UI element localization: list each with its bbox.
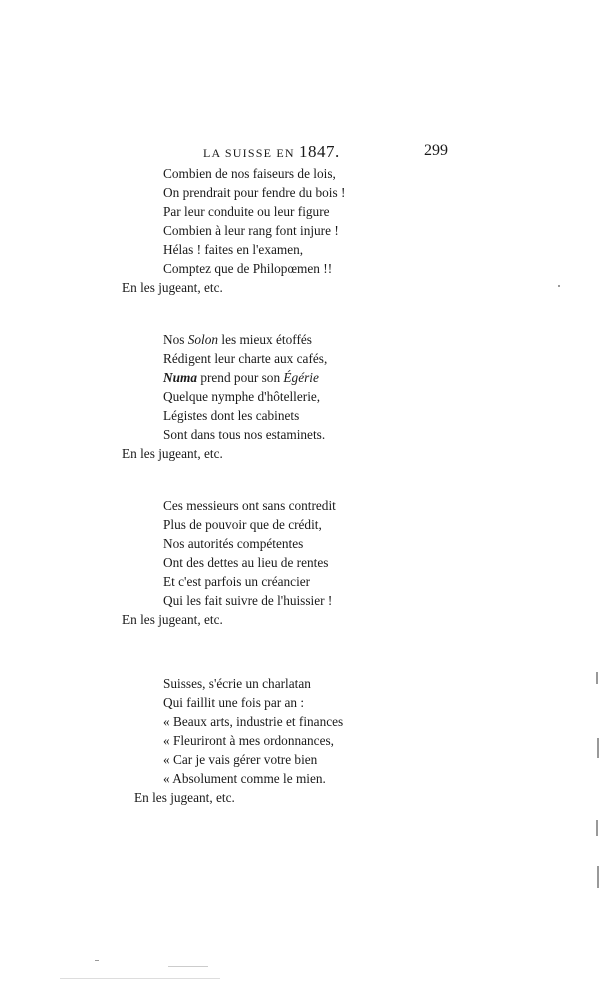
- verse-line: Ces messieurs ont sans contredit: [163, 498, 336, 513]
- verse-text: Nos: [163, 332, 188, 347]
- verse-line: [163, 369, 319, 387]
- scan-mark: [95, 960, 99, 961]
- refrain-line: En les jugeant, etc.: [122, 446, 223, 461]
- verse-line: Par leur conduite ou leur figure: [163, 204, 330, 219]
- running-header: [0, 140, 600, 162]
- verse-text: les mieux étoffés: [218, 332, 312, 347]
- scan-mark: [60, 978, 220, 979]
- verse-line: Combien à leur rang font injure !: [163, 223, 339, 238]
- verse-line: Sont dans tous nos estaminets.: [163, 427, 326, 442]
- refrain-line: En les jugeant, etc.: [134, 790, 235, 805]
- verse-line: On prendrait pour fendre du bois !: [163, 185, 346, 200]
- verse-line: Rédigent leur charte aux cafés,: [163, 351, 328, 366]
- scan-mark: [596, 672, 598, 684]
- scan-mark: [558, 285, 560, 287]
- scan-mark: [596, 820, 598, 836]
- running-title: [203, 142, 340, 162]
- verse-line: Plus de pouvoir que de crédit,: [163, 517, 322, 532]
- verse-line: « Car je vais gérer votre bien: [163, 752, 318, 767]
- verse-line: Qui les fait suivre de l'huissier !: [163, 593, 333, 608]
- verse-line: Suisses, s'écrie un charlatan: [163, 676, 311, 691]
- verse-line: Hélas ! faites en l'examen,: [163, 242, 304, 257]
- scan-mark: [597, 738, 599, 758]
- verse-line: Ont des dettes au lieu de rentes: [163, 555, 329, 570]
- page-number: 299: [424, 142, 448, 159]
- running-title-text: LA SUISSE EN: [203, 146, 295, 160]
- refrain-line: En les jugeant, etc.: [122, 612, 223, 627]
- italic-name: Numa: [163, 370, 197, 385]
- verse-line: « Fleuriront à mes ordonnances,: [163, 733, 334, 748]
- verse-line: Qui faillit une fois par an :: [163, 695, 305, 710]
- verse-line: Combien de nos faiseurs de lois,: [163, 166, 336, 181]
- verse-line: Comptez que de Philopœmen !!: [163, 261, 333, 276]
- verse-line: [163, 331, 312, 349]
- italic-name: Égérie: [283, 370, 319, 385]
- verse-line: « Absolument comme le mien.: [163, 771, 326, 786]
- verse-line: « Beaux arts, industrie et finances: [163, 714, 344, 729]
- verse-text: prend pour son: [197, 370, 284, 385]
- running-title-year: 1847.: [298, 142, 340, 161]
- italic-name: Solon: [187, 332, 219, 347]
- verse-line: Quelque nymphe d'hôtellerie,: [163, 389, 321, 404]
- verse-line: Et c'est parfois un créancier: [163, 574, 311, 589]
- verse-line: Nos autorités compétentes: [163, 536, 304, 551]
- verse-line: Légistes dont les cabinets: [163, 408, 300, 423]
- scan-mark: [168, 966, 208, 967]
- scan-mark: [597, 866, 599, 888]
- refrain-line: En les jugeant, etc.: [122, 280, 223, 295]
